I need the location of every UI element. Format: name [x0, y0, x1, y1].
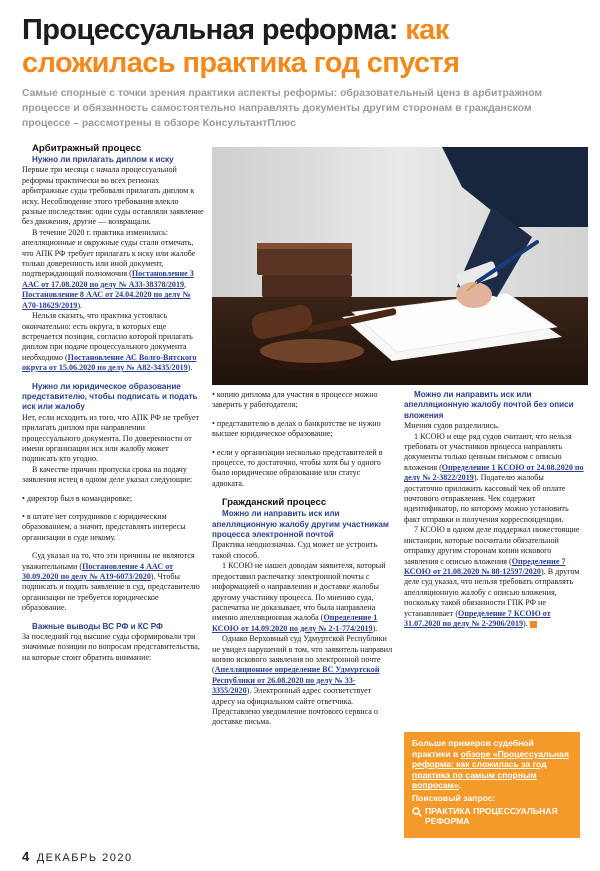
ruling-link[interactable]: Постановление 8 ААС от 24.04.2020 по делу № А70-18629/2019	[22, 290, 191, 310]
paragraph: Мнения судов разделились.	[404, 421, 500, 431]
search-query-value: ПРАКТИКА ПРОЦЕССУАЛЬНАЯ РЕФОРМА	[425, 805, 558, 827]
page-title	[22, 14, 582, 80]
ruling-link[interactable]: Постановление 3 ААС от 17.08.2020 по делу № А33-38378/2019	[22, 269, 194, 289]
promo-review-link[interactable]: обзоре «Процессуальная реформа: как сложилась за год практика по самым спорным вопросам»	[412, 748, 569, 791]
paragraph: 1 КСОЮ и еще ряд судов считают, что нельзя требовать от участников процесса направлять документы только ценным письмом с описью вложения (Определение 1 КСОЮ от 24.08.2020 по делу № 2-3822/2019). Подателю жалобы достаточно приложить кассовый чек об оплате почтового отправления. Чек содержит идентификатор, по которому можно установить факт отправки и получения корреспонденции.	[404, 431, 584, 524]
paragraph: За последний год высшие суды сформировали три значимые позиции по вопросам представительства, на которые стоит обратить внимание:	[22, 632, 200, 662]
paragraph: 1 КСОЮ не нашел доводам заявителя, который предоставил распечатку электронной почты с информацией о направлении и доставке жалобы другому участнику процесса. По мнению суда, распечатка не доказывает, что была направлена именно апелляционная жалоба (Определение 1 КСОЮ от 14.09.2020 по делу № 2-1-774/2019).	[212, 561, 386, 633]
paragraph: Суд указал на то, что эти причины не являются уважительными (Постановление 4 ААС от 30.09.2020 по делу № А19-6073/2020). Чтобы подписать и подать заявление в суд, представителю организации не требуется юридическое образование.	[22, 551, 200, 613]
bullet-item: • директор был в командировке;	[22, 493, 133, 503]
paragraph: В качестве причин пропуска срока на подачу заявления истец в одном деле указал следующие:	[22, 464, 193, 485]
subheading-representative: Нужно ли юридическое образование представителю, чтобы подписать и подать иск или жалобу	[22, 381, 198, 412]
title-black: Процессуальная реформа:	[22, 14, 398, 46]
ruling-link[interactable]: Апелляционное определение ВС Удмуртской Республики от 26.08.2020 по делу № 33-3355/2020	[212, 665, 380, 696]
bullet-item: • если у организации несколько представителей в процессе, то достаточно, чтобы хотя бы у одного было юридическое образование или статус адвоката.	[212, 447, 383, 488]
promo-text: Больше примеров судебной практики в обзоре «Процессуальная реформа: как сложилась за год практика по самым спорным вопросам».	[412, 738, 569, 791]
ruling-link[interactable]: Постановление 4 ААС от 30.09.2020 по делу № А19-6073/2020	[22, 561, 174, 582]
page-number: 4	[22, 849, 31, 864]
search-query[interactable]	[412, 806, 572, 827]
search-query-label: Поисковый запрос:	[412, 792, 496, 803]
bullet-item: • копию диплома для участия в процессе можно заверить у работодателя;	[212, 390, 378, 410]
paragraph: Нельзя сказать, что практика устоялась окончательно: есть округа, в которых еще встречается позиция, согласно которой прилагать диплом при подаче процессуального документа необходимо (Постановление АС Волго-Вятского округа от 15.06.2020 по делу № А82-3435/2019).	[22, 311, 197, 373]
column-middle	[212, 390, 394, 728]
ruling-link[interactable]: Определение 1 КСОЮ от 24.08.2020 по делу № 2-3822/2019	[404, 462, 584, 483]
promo-box	[404, 732, 580, 838]
search-icon	[412, 807, 422, 817]
ruling-link[interactable]: Определение 7 КСОЮ от 31.07.2020 по делу № 2-2906/2019	[404, 608, 551, 628]
paragraph: Практика неоднозначна. Суд может не устроить такой способ.	[212, 540, 378, 560]
issue-date: ДЕКАБРЬ 2020	[36, 852, 133, 864]
title-orange-1: как	[405, 14, 449, 46]
subheading-email: Можно ли направить иск или апелляционную жалобу другим участникам процесса электронной почтой	[212, 509, 389, 540]
subheading-mail-without-inventory: Можно ли направить иск или апелляционную жалобу почтой без описи вложения	[404, 390, 574, 420]
subheading-diploma: Нужно ли прилагать диплом к иску	[32, 155, 174, 164]
column-right	[404, 390, 584, 629]
paragraph: Однако Верховный суд Удмуртской Республики не увидел нарушений в том, что заявитель направил копию искового заявления по электронной почте (Апелляционное определение ВС Удмуртской Республики от 26.08.2020 по делу № 33-3355/2020). Электронный адрес соответствует адресу на официальном сайте ответчика. Представлено уведомление почтового сервиса о доставке письма.	[212, 634, 393, 727]
paragraph: Первые три месяца с начала процессуальной реформы практически во всех регионах арбитражные суды требовали прилагать диплом к иску. Несоблюдение этого требования влекло разные последствия: одни суды оставляли заявление без движения, другие — возвращали.	[22, 165, 204, 227]
ruling-link[interactable]: Определение 7 КСОЮ от 21.08.2020 № 88-12597/2020	[404, 556, 566, 576]
ruling-link[interactable]: Постановление АС Волго-Вятского округа от 15.06.2020 по делу № А82-3435/2019	[22, 352, 197, 373]
section-heading-civil: Гражданский процесс	[222, 497, 327, 509]
article-photo	[212, 147, 588, 385]
title-orange-2: сложилась практика год спустя	[22, 47, 460, 79]
paragraph: 7 КСОЮ в одном деле поддержал нижестоящие инстанции, которые посчитали обязательной отправку другим сторонам копии искового заявления с описью вложения (Определение 7 КСОЮ от 21.08.2020 № 88-12597/2020). В другом деле суд указал, что нельзя требовать отправлять апелляционную жалобу с описью вложения, поскольку такой обязанности ГПК РФ не устанавливает (Определение 7 КСОЮ от 31.07.2020 по делу № 2-2906/2019).	[404, 525, 580, 628]
bullet-item: • представителю в делах о банкротстве не нужно высшее юридическое образование;	[212, 418, 381, 439]
paragraph: Нет, если исходить из того, что АПК РФ не требует прилагать диплом при направлении процессуального документа. По доверенности от имени организации иск или жалобу может подписать кто угодно.	[22, 412, 200, 464]
ruling-link[interactable]: Определение 1 КСОЮ от 14.09.2020 по делу № 2-1-774/2019	[212, 613, 378, 633]
page-footer	[22, 849, 133, 864]
subheading-important-conclusions: Важные выводы ВС РФ и КС РФ	[32, 621, 163, 631]
section-heading-arbitration: Арбитражный процесс	[32, 143, 142, 154]
paragraph: В течение 2020 г. практика изменилась: апелляционные и окружные суды стали отмечать, что АПК РФ требует прилагать к иску или жалобе только доверенность или иной документ, подтверждающий полномочия (Постановление 3 ААС от 17.08.2020 по делу № А33-38378/2019, Постановление 8 ААС от 24.04.2020 по делу № А70-18629/2019).	[22, 227, 196, 310]
lead-paragraph: Самые спорные с точки зрения практики аспекты реформы: образовательный ценз в арбитражном процессе и обязанность самостоятельно направлять документы другим сторонам в гражданском процессе – рассмотрены в обзоре КонсультантПлюс	[22, 88, 543, 129]
bullet-item: • в штате нет сотрудников с юридическим образованием, а значит, представлять интересы организации в суде некому.	[22, 512, 186, 542]
end-mark-icon	[530, 621, 537, 628]
column-left	[22, 143, 204, 663]
